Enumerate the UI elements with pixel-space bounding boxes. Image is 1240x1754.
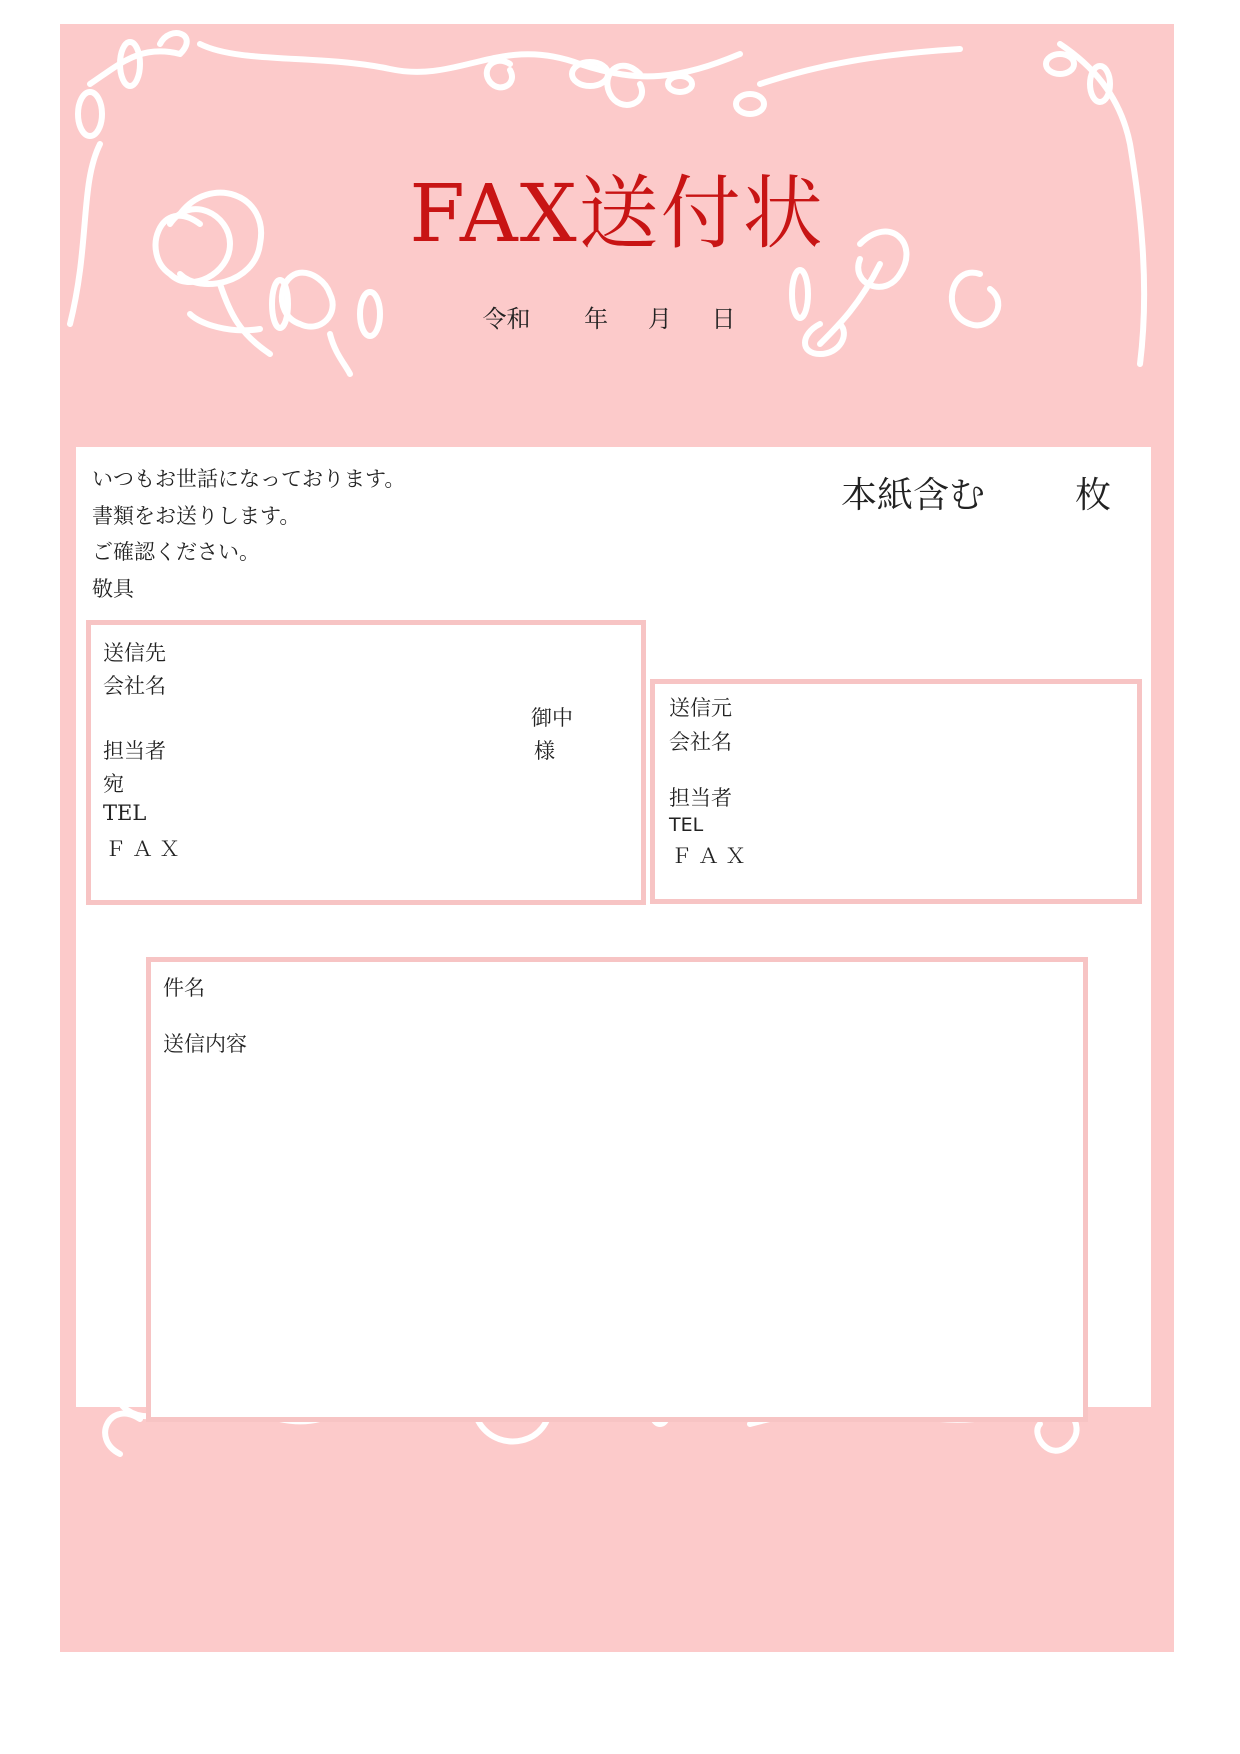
- greeting-line: ご確認ください。: [92, 540, 260, 564]
- sender-fax-label: ＦＡＸ: [671, 844, 752, 868]
- date-month-unit: 月: [647, 305, 672, 333]
- date-line: [60, 299, 1174, 334]
- recipient-heading: 送信先: [103, 641, 166, 665]
- greeting-line: 敬具: [92, 576, 134, 601]
- page-count-suffix: 枚: [1074, 475, 1111, 516]
- date-year-unit: 年: [584, 305, 609, 333]
- sender-company-label: 会社名: [669, 730, 732, 754]
- recipient-box: [86, 620, 646, 905]
- recipient-addressee-label: 宛: [103, 772, 124, 796]
- fax-cover-sheet: [60, 24, 1174, 1652]
- recipient-person-label: 担当者: [103, 739, 166, 763]
- subject-label: 件名: [163, 976, 205, 1000]
- date-day-unit: 日: [711, 305, 736, 333]
- greeting-text: [92, 461, 405, 607]
- page-count: [841, 467, 1111, 518]
- greeting-line: いつもお世話になっております。: [92, 467, 406, 491]
- sender-box: [650, 679, 1142, 904]
- date-era: 令和: [482, 305, 531, 333]
- sender-heading: 送信元: [669, 696, 732, 720]
- content-label: 送信内容: [163, 1032, 247, 1056]
- sender-person-label: 担当者: [669, 786, 732, 810]
- recipient-company-suffix: 御中: [531, 706, 573, 730]
- content-panel: [76, 447, 1151, 1407]
- page-count-prefix: 本紙含む: [840, 475, 985, 516]
- recipient-fax-label: ＦＡＸ: [105, 837, 186, 861]
- document-title: FAX送付状: [409, 167, 825, 260]
- sender-tel-label: TEL: [669, 814, 704, 836]
- recipient-company-label: 会社名: [103, 674, 166, 698]
- recipient-person-suffix: 様: [534, 739, 555, 763]
- subject-box: [146, 957, 1088, 1422]
- greeting-line: 書類をお送りします。: [92, 503, 301, 528]
- recipient-tel-label: TEL: [103, 801, 147, 825]
